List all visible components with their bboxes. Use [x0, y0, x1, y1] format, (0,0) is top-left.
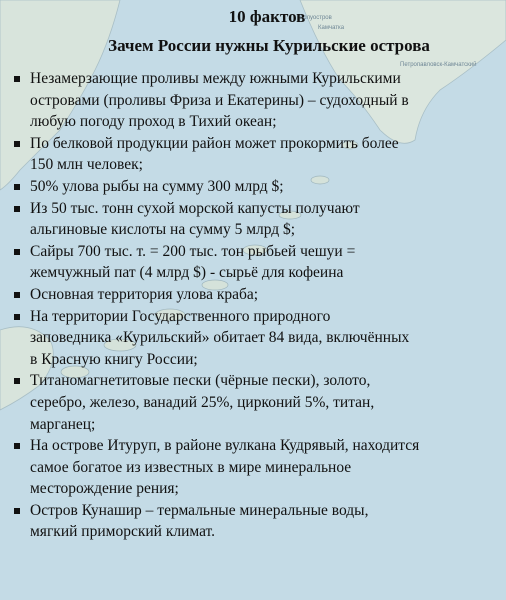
fact-line: На острове Итуруп, в районе вулкана Кудрявый, находится: [30, 437, 420, 455]
page-subtitle: Зачем России нужны Курильские острова: [108, 36, 430, 55]
fact-line: Основная территория улова краба;: [30, 285, 259, 303]
fact-line: самое богатое из известных в мире минеральное: [30, 458, 352, 476]
bullet-icon: [14, 508, 20, 514]
list-item: [14, 306, 492, 371]
bullet-icon: [14, 292, 20, 298]
fact-line: Незамерзающие проливы между южными Курильскими: [30, 70, 401, 87]
list-item: [14, 133, 492, 176]
bullet-icon: [14, 378, 20, 384]
map-label-city: Петропавловск-Камчатский: [400, 62, 477, 68]
bullet-icon: [14, 314, 20, 320]
bullet-icon: [14, 184, 20, 190]
fact-line: альгиновые кислоты на сумму 5 млрд $;: [30, 221, 296, 239]
fact-line: 150 млн человек;: [30, 156, 143, 174]
bullet-icon: [14, 206, 20, 212]
list-item: [14, 435, 492, 500]
fact-line: На территории Государственного природного: [30, 307, 331, 325]
fact-line: мягкий приморский климат.: [30, 523, 216, 541]
fact-line: заповедника «Курильский» обитает 84 вида, включённых: [30, 329, 410, 347]
map-label-peninsula: полуостров: [300, 15, 332, 21]
map-label-kamchatka: Камчатка: [318, 25, 345, 31]
fact-line: Титаномагнетитовые пески (чёрные пески), золото,: [30, 372, 371, 390]
fact-line: островами (проливы Фриза и Екатерины) – судоходный в: [30, 91, 409, 109]
bullet-icon: [14, 443, 20, 449]
list-item: [14, 176, 492, 198]
fact-line: Остров Кунашир – термальные минеральные воды,: [30, 501, 369, 519]
fact-line: 50% улова рыбы на сумму 300 млрд $;: [30, 177, 284, 195]
fact-line: в Красную книгу России;: [30, 350, 198, 368]
bullet-icon: [14, 141, 20, 147]
page-title: 10 фактов: [228, 7, 306, 26]
list-item: [14, 284, 492, 306]
list-item: [14, 198, 492, 241]
bullet-icon: [14, 249, 20, 255]
fact-line: марганец;: [30, 415, 96, 433]
fact-line: месторождение рения;: [30, 480, 179, 498]
fact-line: жемчужный пат (4 млрд $) - сырьё для кофеина: [30, 264, 344, 282]
fact-line: Сайры 700 тыс. т. = 200 тыс. тон рыбьей чешуи =: [30, 242, 356, 260]
list-item: [14, 241, 492, 284]
facts-list: [14, 68, 492, 543]
fact-line: Из 50 тыс. тонн сухой морской капусты получают: [30, 199, 360, 217]
list-item: [14, 370, 492, 435]
fact-line: По белковой продукции район может прокормить более: [30, 134, 399, 152]
fact-line: серебро, железо, ванадий 25%, цирконий 5%, титан,: [30, 393, 375, 411]
list-item: [14, 500, 492, 543]
bullet-icon: [14, 76, 20, 82]
list-item: [14, 68, 492, 133]
fact-line: любую погоду проход в Тихий океан;: [30, 113, 277, 131]
